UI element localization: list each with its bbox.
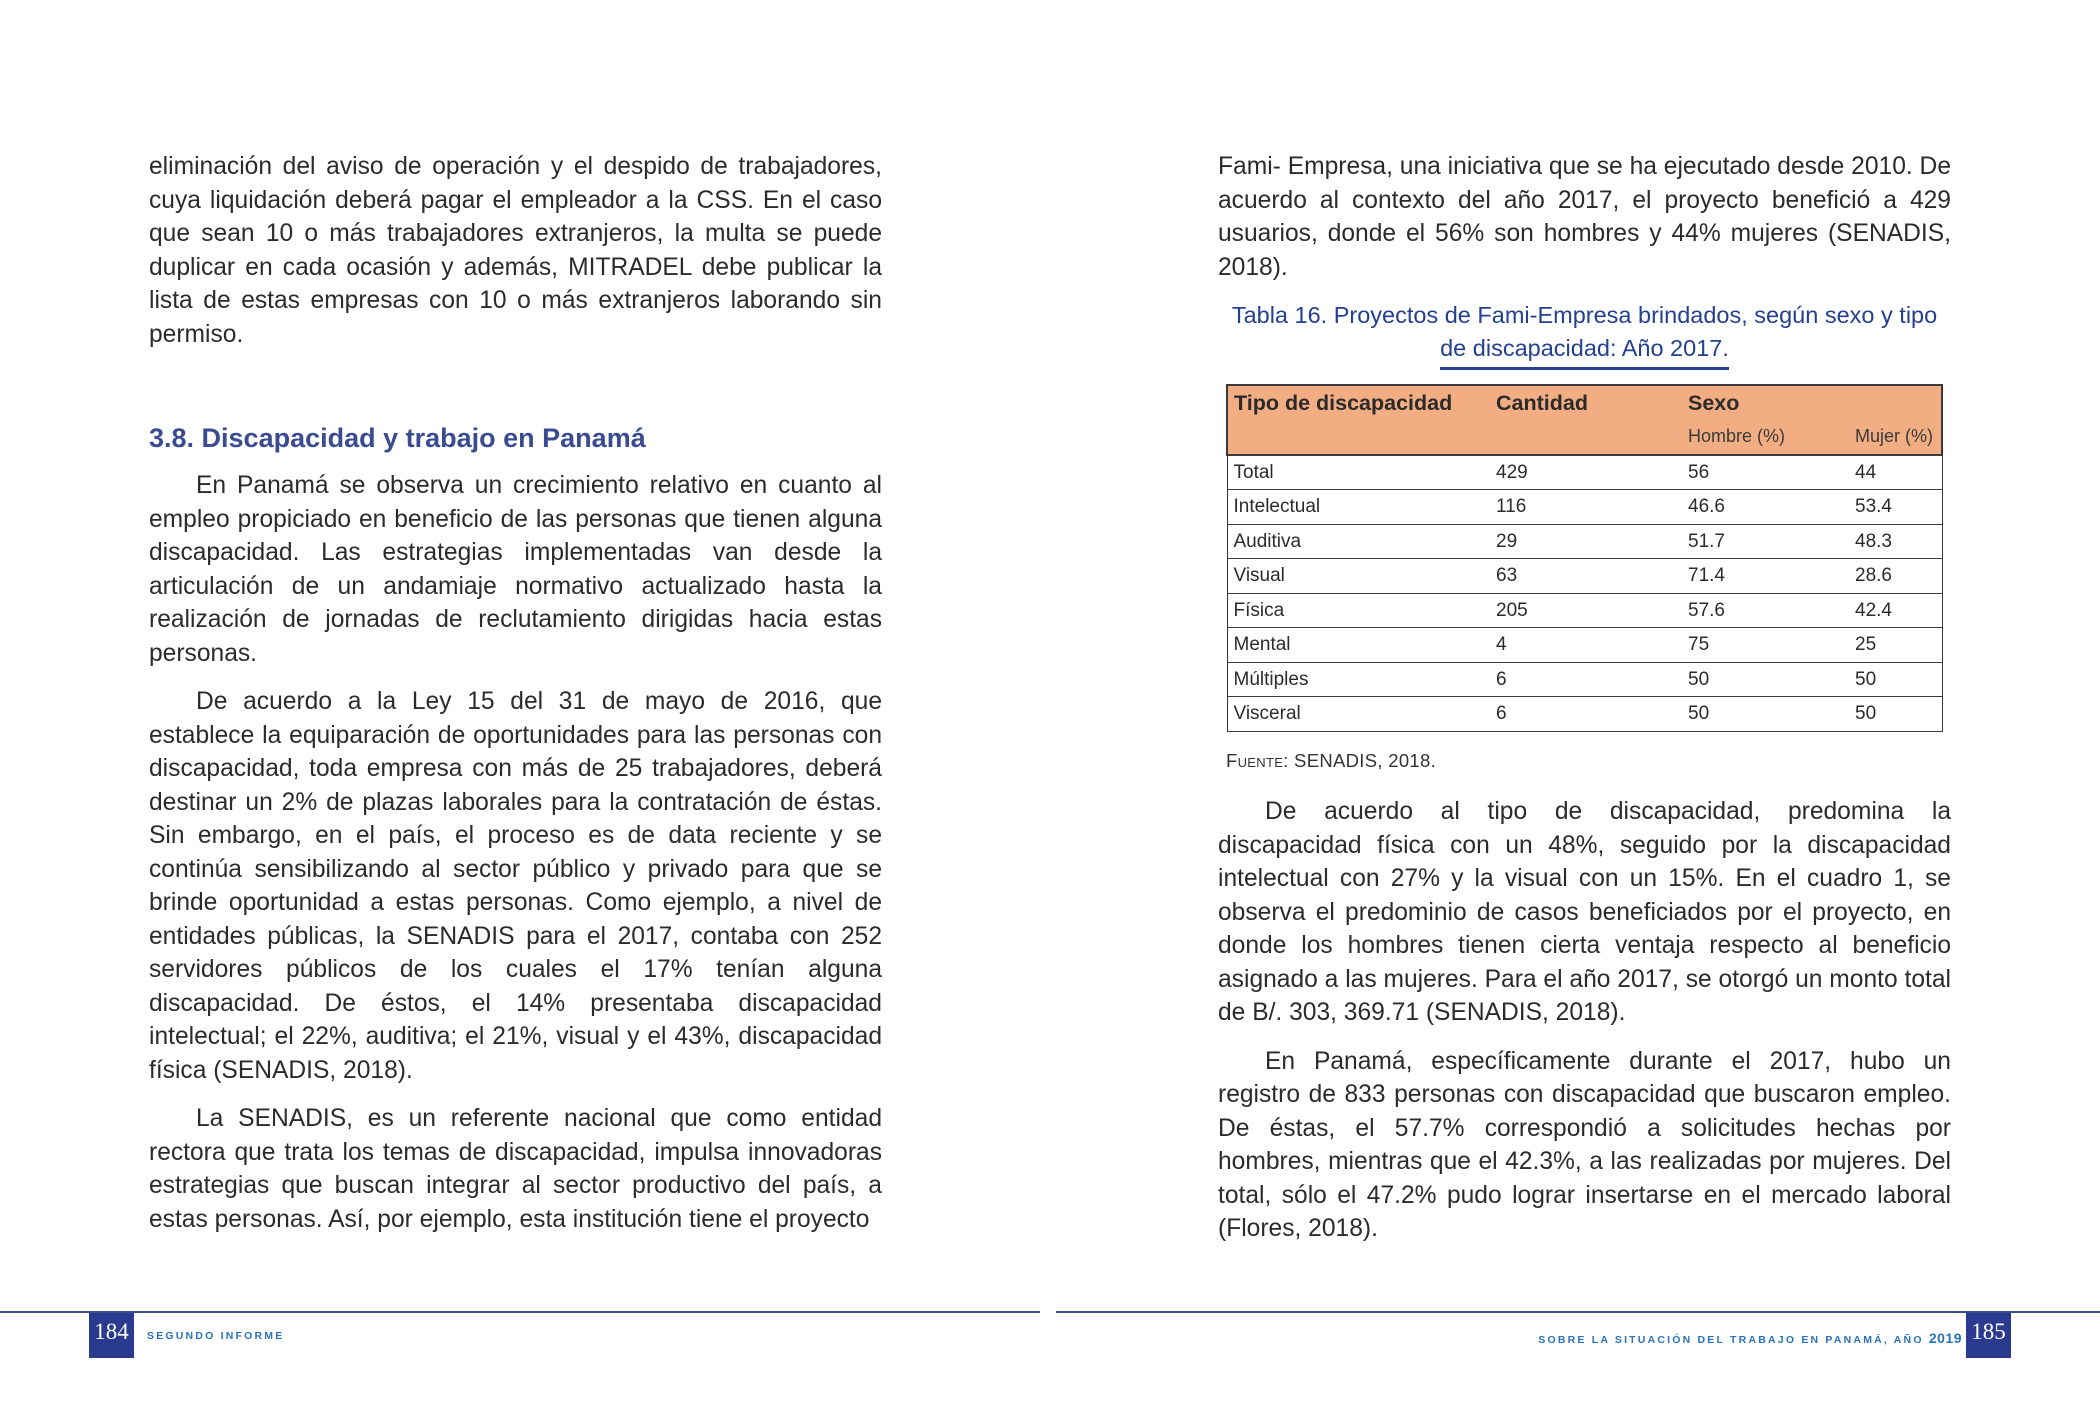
cell-men: 75 xyxy=(1682,628,1849,663)
header-type: Tipo de discapacidad xyxy=(1227,385,1490,420)
cell-quantity: 63 xyxy=(1490,559,1682,594)
footer-rule-right xyxy=(1056,1311,2100,1313)
cell-quantity: 205 xyxy=(1490,593,1682,628)
header-quantity: Cantidad xyxy=(1490,385,1682,420)
cell-men: 56 xyxy=(1682,455,1849,490)
table-row xyxy=(1227,490,1942,525)
right-page xyxy=(1050,0,2100,1425)
table-row xyxy=(1227,697,1942,732)
running-head-left: SEGUNDO INFORME xyxy=(147,1330,285,1342)
left-paragraph-2: En Panamá se observa un crecimiento relativo en cuanto al empleo propiciado en beneficio de las personas que tienen alguna discapacidad. Las estrategias implementadas van desde la articulación de un andamiaje normativo actualizado hasta la realización de jornadas de reclutamiento dirigidas hacia estas personas. xyxy=(149,472,882,667)
table-row xyxy=(1227,455,1942,490)
table-row xyxy=(1227,593,1942,628)
footer-rule-left xyxy=(0,1311,1040,1313)
right-paragraph-3: En Panamá, específicamente durante el 2017, hubo un registro de 833 personas con discapacidad que buscaron empleo. De éstas, el 57.7% correspondió a solicitudes hechas por hombres, mientras que el 42.3%, a las realizadas por mujeres. Del total, sólo el 47.2% pudo lograr insertarse en el mercado laboral (Flores, 2018). xyxy=(1218,1047,1951,1242)
left-paragraph-1: eliminación del aviso de operación y el despido de trabajadores, cuya liquidación deberá pagar el empleador a la CSS. En el caso que sean 10 o más trabajadores extranjeros, la multa se puede duplicar en cada ocasión y además, MITRADEL debe publicar la lista de estas empresas con 10 o más extranjeros laborando sin permiso. xyxy=(149,153,882,348)
source-text: : SENADIS, 2018. xyxy=(1283,749,1437,771)
cell-men: 50 xyxy=(1682,697,1849,732)
cell-quantity: 6 xyxy=(1490,662,1682,697)
running-head-year: 2019 xyxy=(1928,1330,1962,1346)
header-sex: Sexo xyxy=(1682,385,1942,420)
page-number-left: 184 xyxy=(89,1313,134,1358)
cell-men: 46.6 xyxy=(1682,490,1849,525)
cell-type: Auditiva xyxy=(1227,524,1490,559)
cell-men: 50 xyxy=(1682,662,1849,697)
data-table xyxy=(1226,384,1943,732)
running-head-right xyxy=(1538,1330,1962,1346)
cell-women: 48.3 xyxy=(1849,524,1942,559)
left-paragraph-3: De acuerdo a la Ley 15 del 31 de mayo de 2016, que establece la equiparación de oportunidades para las personas con discapacidad, toda empresa con más de 25 trabajadores, deberá destinar un 2% de plazas laborales para la contratación de éstas. Sin embargo, en el país, el proceso es de data reciente y se continúa sensibilizando al sector público y privado para que se brinde oportunidad a estas personas. Como ejemplo, a nivel de entidades públicas, la SENADIS para el 2017, contaba con 252 servidores públicos de los cuales el 17% tenían alguna discapacidad. De éstos, el 14% presentaba discapacidad intelectual; el 22%, auditiva; el 21%, visual y el 43%, discapacidad física (SENADIS, 2018). xyxy=(149,688,882,1084)
left-paragraph-4: La SENADIS, es un referente nacional que como entidad rectora que trata los temas de discapacidad, impulsa innovadoras estrategias que buscan integrar al sector productivo del país, a estas personas. Así, por ejemplo, esta institución tiene el proyecto xyxy=(149,1105,882,1233)
right-paragraph-1: Fami- Empresa, una iniciativa que se ha ejecutado desde 2010. De acuerdo al contexto del año 2017, el proyecto benefició a 429 usuarios, donde el 56% son hombres y 44% mujeres (SENADIS, 2018). xyxy=(1218,153,1951,281)
table-subheader-row xyxy=(1227,420,1942,455)
cell-women: 28.6 xyxy=(1849,559,1942,594)
cell-type: Múltiples xyxy=(1227,662,1490,697)
running-head-text: SOBRE LA SITUACIÓN DEL TRABAJO EN PANAMÁ, AÑO xyxy=(1538,1334,1924,1346)
source-label: Fuente xyxy=(1226,749,1284,771)
cell-type: Visceral xyxy=(1227,697,1490,732)
cell-men: 51.7 xyxy=(1682,524,1849,559)
section-heading: 3.8. Discapacidad y trabajo en Panamá xyxy=(149,423,646,453)
cell-quantity: 4 xyxy=(1490,628,1682,663)
table-source xyxy=(1226,744,1951,778)
cell-women: 50 xyxy=(1849,697,1942,732)
cell-type: Mental xyxy=(1227,628,1490,663)
cell-quantity: 116 xyxy=(1490,490,1682,525)
table-row xyxy=(1227,662,1942,697)
cell-women: 44 xyxy=(1849,455,1942,490)
table-row xyxy=(1227,628,1942,663)
cell-quantity: 6 xyxy=(1490,697,1682,732)
cell-women: 53.4 xyxy=(1849,490,1942,525)
cell-quantity: 29 xyxy=(1490,524,1682,559)
cell-type: Visual xyxy=(1227,559,1490,594)
table-row xyxy=(1227,524,1942,559)
table-caption xyxy=(1218,299,1951,370)
left-column xyxy=(149,150,882,1251)
cell-women: 42.4 xyxy=(1849,593,1942,628)
table-caption-line-1: Tabla 16. Proyectos de Fami-Empresa brindados, según sexo y tipo xyxy=(1231,302,1938,328)
header-men: Hombre (%) xyxy=(1682,420,1849,455)
cell-women: 25 xyxy=(1849,628,1942,663)
table-row xyxy=(1227,559,1942,594)
cell-type: Física xyxy=(1227,593,1490,628)
table-header-row xyxy=(1227,385,1942,420)
right-paragraph-2: De acuerdo al tipo de discapacidad, predomina la discapacidad física con un 48%, seguido por la discapacidad intelectual con 27% y la visual con un 15%. En el cuadro 1, se observa el predominio de casos beneficiados por el proyecto, en donde los hombres tienen cierta ventaja respecto al beneficio asignado a las mujeres. Para el año 2017, se otorgó un monto total de B/. 303, 369.71 (SENADIS, 2018). xyxy=(1218,798,1951,1026)
header-women: Mujer (%) xyxy=(1849,420,1942,455)
cell-type: Total xyxy=(1227,455,1490,490)
cell-women: 50 xyxy=(1849,662,1942,697)
cell-quantity: 429 xyxy=(1490,455,1682,490)
cell-type: Intelectual xyxy=(1227,490,1490,525)
cell-men: 71.4 xyxy=(1682,559,1849,594)
page-number-right: 185 xyxy=(1966,1313,2011,1358)
right-column xyxy=(1218,150,1951,1261)
table-caption-line-2: de discapacidad: Año 2017. xyxy=(1440,332,1729,370)
cell-men: 57.6 xyxy=(1682,593,1849,628)
